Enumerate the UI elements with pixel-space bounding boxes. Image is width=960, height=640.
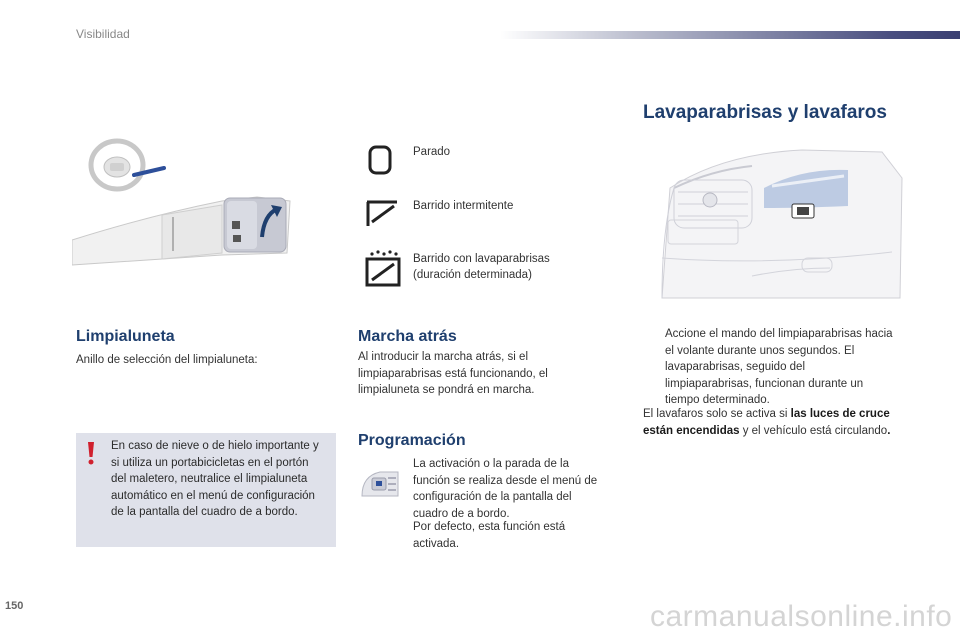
section-title-marcha-atras: Marcha atrás bbox=[358, 328, 457, 345]
section-title-lavaparabrisas: Lavaparabrisas y lavafaros bbox=[643, 102, 887, 123]
limpialuneta-text: Anillo de selección del limpialuneta: bbox=[76, 354, 258, 366]
watermark-text: carmanualsonline.info bbox=[650, 600, 953, 633]
wiper-mode-label: Barrido intermitente bbox=[413, 200, 514, 212]
programacion-text-2: Por defecto, esta función está activada. bbox=[413, 521, 566, 550]
steering-wheel-icon bbox=[91, 141, 164, 189]
lavafaros-text-end: . bbox=[887, 424, 891, 437]
lavaparabrisas-bullet-block bbox=[643, 326, 893, 409]
wiper-mode-label: Barrido con lavaparabrisas (duración determinada) bbox=[413, 253, 550, 281]
page-section-title: Visibilidad bbox=[76, 27, 130, 41]
warning-note-box bbox=[76, 433, 336, 547]
wiper-stalk-illustration bbox=[72, 135, 294, 275]
wiper-off-icon bbox=[366, 144, 394, 176]
instruction-item bbox=[643, 326, 893, 409]
car-front-headlamp-illustration bbox=[652, 148, 904, 306]
instruction-list bbox=[643, 326, 893, 409]
wiper-mode-label: Parado bbox=[413, 146, 451, 158]
warning-note-text: En caso de nieve o de hielo importante y si utiliza un portabicicletas en el portón del maletero, neutralice el limpialuneta automático en el menú de configuración de la pantalla del cuadro de a bordo. bbox=[111, 440, 319, 518]
lavafaros-text-bold: las luces de cruce están encendidas bbox=[643, 408, 890, 437]
wiper-intermittent-icon bbox=[364, 198, 400, 230]
marcha-atras-text: Al introducir la marcha atrás, si el limpiaparabrisas está funcionando, el limpialuneta se pondrá en marcha. bbox=[358, 351, 548, 396]
section-title-limpialuneta: Limpialuneta bbox=[76, 328, 175, 345]
section-title-programacion: Programación bbox=[358, 432, 466, 449]
exclamation-icon bbox=[84, 441, 98, 465]
programacion-text-1: La activación o la parada de la función se realiza desde el menú de configuración de la pantalla del cuadro de a bordo. bbox=[413, 458, 598, 520]
lavafaros-text bbox=[643, 406, 893, 439]
instruction-text: Accione el mando del limpiaparabrisas hacia el volante durante unos segundos. El lavaparabrisas, seguido del limpiaparabrisas, funcionan durante un tiempo determinado. bbox=[665, 328, 893, 406]
wiper-washer-icon bbox=[364, 250, 402, 288]
steering-control-button-icon bbox=[358, 468, 404, 500]
header-decorative-bar bbox=[500, 31, 960, 39]
lavafaros-text-post: y el vehículo está circulando bbox=[739, 424, 888, 437]
page-number: 150 bbox=[5, 600, 24, 612]
lavafaros-text-pre: El lavafaros solo se activa si bbox=[643, 408, 791, 420]
